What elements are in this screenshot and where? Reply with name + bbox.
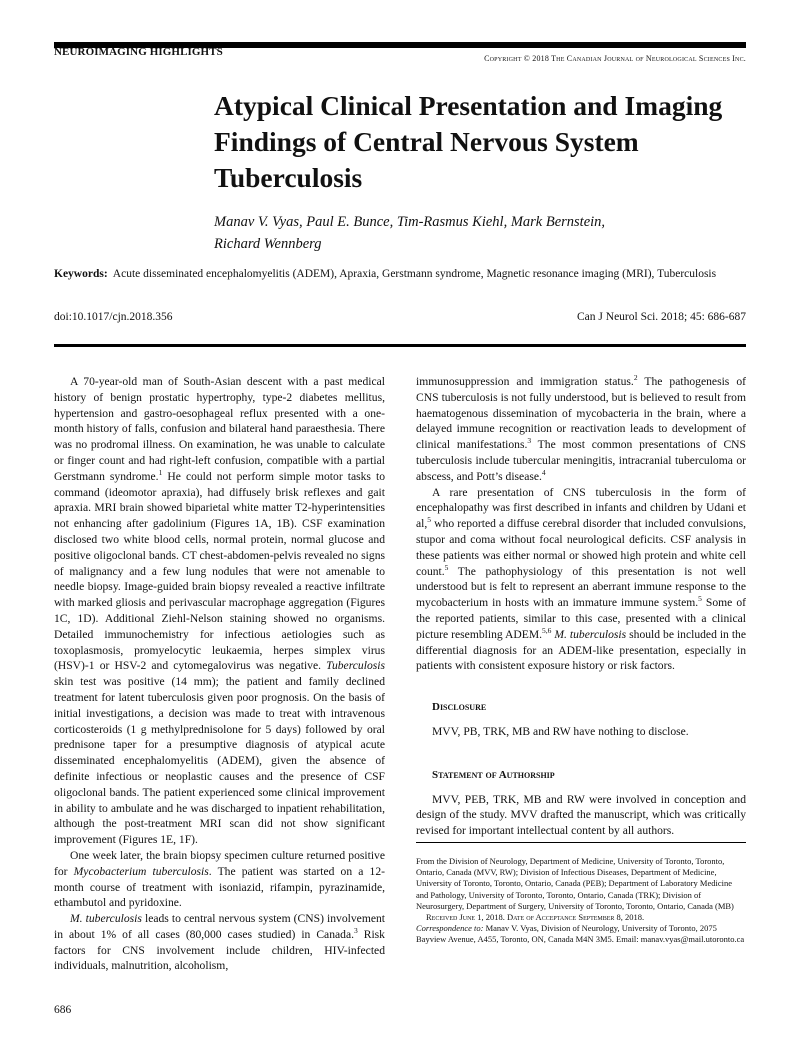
reference-superscript[interactable]: 5 [427,515,432,525]
text: One week later, the brain biopsy specimen culture returned positive for [54,848,385,878]
text: who reported a diffuse cerebral disorder that included convulsions, stupor and coma without focal neurological deficits. CSF analysis in these patients was either normal or showed high protein and white cell count. [416,517,746,578]
body-paragraph [54,374,385,848]
reference-superscript[interactable]: 5,6 [542,625,552,635]
authorship-text: MVV, PEB, TRK, MB and RW were involved in conception and design of the study. MVV drafted the manuscript, which was critically revised for important intellectual content by all authors. [416,792,746,838]
article-title: Atypical Clinical Presentation and Imaging Findings of Central Nervous System Tuberculosis [214,90,723,193]
authors-line-2: Richard Wennberg [214,236,322,252]
body-paragraph [54,848,385,911]
page-number: 686 [54,1004,72,1016]
italic-text: M. tuberculosis [551,627,627,641]
reference-superscript[interactable]: 5 [444,562,449,572]
italic-text: M. tuberculosis [70,912,142,926]
text: skin test was positive (14 mm); the patient and family declined treatment for latent tuberculosis given poor prognosis. On the basis of initial investigations, a decision was made to treat with intravenous corticosteroids (1 g methylprednisolone for 5 days) followed by oral prednisone taper for a presumptive diagnosis of atypical acute disseminated encephalomyelitis (ADEM), given the absence of definite infectious or neoplastic causes and the presence of CSF oligoclonal bands. The patient experienced some clinical improvement in ability to ambulate and he was discharged to inpatient rehabilitation, although the post-treatment MRI scan did not show significant improvement (Figures 1E, 1F). [54,675,385,847]
correspondence-text[interactable]: Manav V. Vyas, Division of Neurology, University of Toronto, 2075 Bayview Avenue, A455, Toronto, ON, Canada M4N 3M5. Email: manav.vyas@mail.utoronto.ca [416,923,745,945]
text: Some of the reported patients, similar to this case, presented with a clinical picture resembling ADEM. [416,596,746,641]
italic-text: Tuberculosis [326,659,385,673]
correspondence [416,923,746,945]
reference-superscript[interactable]: 4 [541,467,546,477]
affiliations: From the Division of Neurology, Department of Medicine, University of Toronto, Toronto, Ontario, Canada (MVV, RW); Division of Infectious Diseases, Department of Medicine, University of Toronto, Toronto, Ontario, Canada (PEB); Department of Laboratory Medicine and Pathology, University of Toronto, Toronto, Ontario, Canada (TRK); Division of Neurosurgery, Department of Surgery, University of Toronto, Toronto, Ontario, Canada (MB) [416,856,734,911]
keywords-label: Keywords: [54,268,108,280]
right-column [416,374,746,839]
authorship-heading: Statement of Authorship [432,768,555,781]
text: Risk factors for CNS involvement include children, HIV-infected individuals, malnutrition, alcoholism, [54,927,385,973]
text: The pathogenesis of CNS tuberculosis is not fully understood, but is believed to result from haematogenous dissemination of mycobacteria in the brain, where a delayed immune recognition or reactivation leads to development of clinical manifestations. [416,375,746,452]
body-paragraph [54,911,385,974]
text: should be included in the differential diagnosis for an ADEM-like presentation, especially in patients with consistent exposure history or risk factors. [416,627,746,673]
footnote [416,856,746,946]
divider-rule [54,344,746,347]
reference-superscript[interactable]: 3 [353,926,358,936]
text: leads to central nervous system (CNS) involvement in about 1% of all cases (80,000 cases studied) in Canada. [54,912,385,941]
text: A 70-year-old man of South-Asian descent with a past medical history of benign prostatic hypertrophy, type-2 diabetes mellitus, hypertension and gastro-oesophageal reflux presented with a one-month history of falls, confusion and bilateral hand paraesthesia. There was no prodromal illness. On examination, he was unable to calculate or finger count and had right-left confusion, compatible with a partial Gerstmann syndrome. [54,375,385,483]
text: The most common presentations of CNS tuberculosis include tubercular meningitis, intracranial tuberculoma or abscess, and Pott’s disease. [416,438,746,483]
reference-superscript[interactable]: 1 [158,467,163,477]
reference-superscript[interactable]: 5 [698,594,702,604]
doi[interactable]: doi:10.1017/cjn.2018.356 [54,311,173,323]
text: The pathophysiology of this presentation is not well understood but is felt to represent an aberrant immune response to the mycobacterium in hosts with an immature immune system. [416,564,746,610]
citation: Can J Neurol Sci. 2018; 45: 686-687 [577,311,746,323]
received-dates [416,912,746,923]
text: immunosuppression and immigration status. [416,375,634,388]
section-tag: NEUROIMAGING HIGHLIGHTS [54,46,223,58]
received-text: Received June 1, 2018. Date of Acceptance September 8, 2018. [426,912,645,923]
author-list [214,211,734,255]
copyright-notice: Copyright © 2018 The Canadian Journal of Neurological Sciences Inc. [484,54,746,63]
footnote-rule [416,842,746,843]
italic-text: Mycobacterium tuberculosis [73,864,209,878]
correspondence-label: Correspondence to: [416,923,484,934]
reference-superscript[interactable]: 3 [527,436,532,446]
authors-line-1: Manav V. Vyas, Paul E. Bunce, Tim-Rasmus Kiehl, Mark Bernstein, [214,214,606,230]
text: He could not perform simple motor tasks to command (ideomotor apraxia), had diffusely brisk reflexes and gait apraxia. MRI brain showed biparietal white matter T2-hyperintensities not enhancing after gadolinium (Figures 1A, 1B). CSF examination disclosed two white blood cells, normal protein, normal glucose and positive oligoclonal bands. CT chest-abdomen-pelvis revealed no signs of malignancy and a few lung nodules that were not amenable to needle biopsy. Image-guided brain biopsy revealed a reactive infiltrate with marked gliosis and perivascular macrophage aggregation (Figures 1C, 1D). Additional Ziehl-Nelson staining showed no organisms. Detailed immunochemistry for infectious aetiologies such as toxoplasmosis, promyelocytic leukaemia, herpes simplex virus (HSV)-1 or HSV-2 and cytomegalovirus was negative. [54,469,385,673]
text: A rare presentation of CNS tuberculosis in the form of encephalopathy was first described in infants and children by Udani et al, [416,485,746,531]
left-column [54,374,385,974]
reference-superscript[interactable]: 2 [633,373,638,383]
keywords [54,266,746,282]
keywords-text: Acute disseminated encephalomyelitis (ADEM), Apraxia, Gerstmann syndrome, Magnetic resonance imaging (MRI), Tuberculosis [112,268,717,280]
disclosure-heading: Disclosure [432,701,487,714]
text: . The patient was started on a 12-month course of treatment with isoniazid, rifampin, pyrazinamide, ethambutol and pyridoxine. [54,864,385,910]
body-paragraph [416,374,746,485]
body-paragraph [416,485,746,675]
disclosure-text: MVV, PB, TRK, MB and RW have nothing to disclose. [432,724,689,738]
